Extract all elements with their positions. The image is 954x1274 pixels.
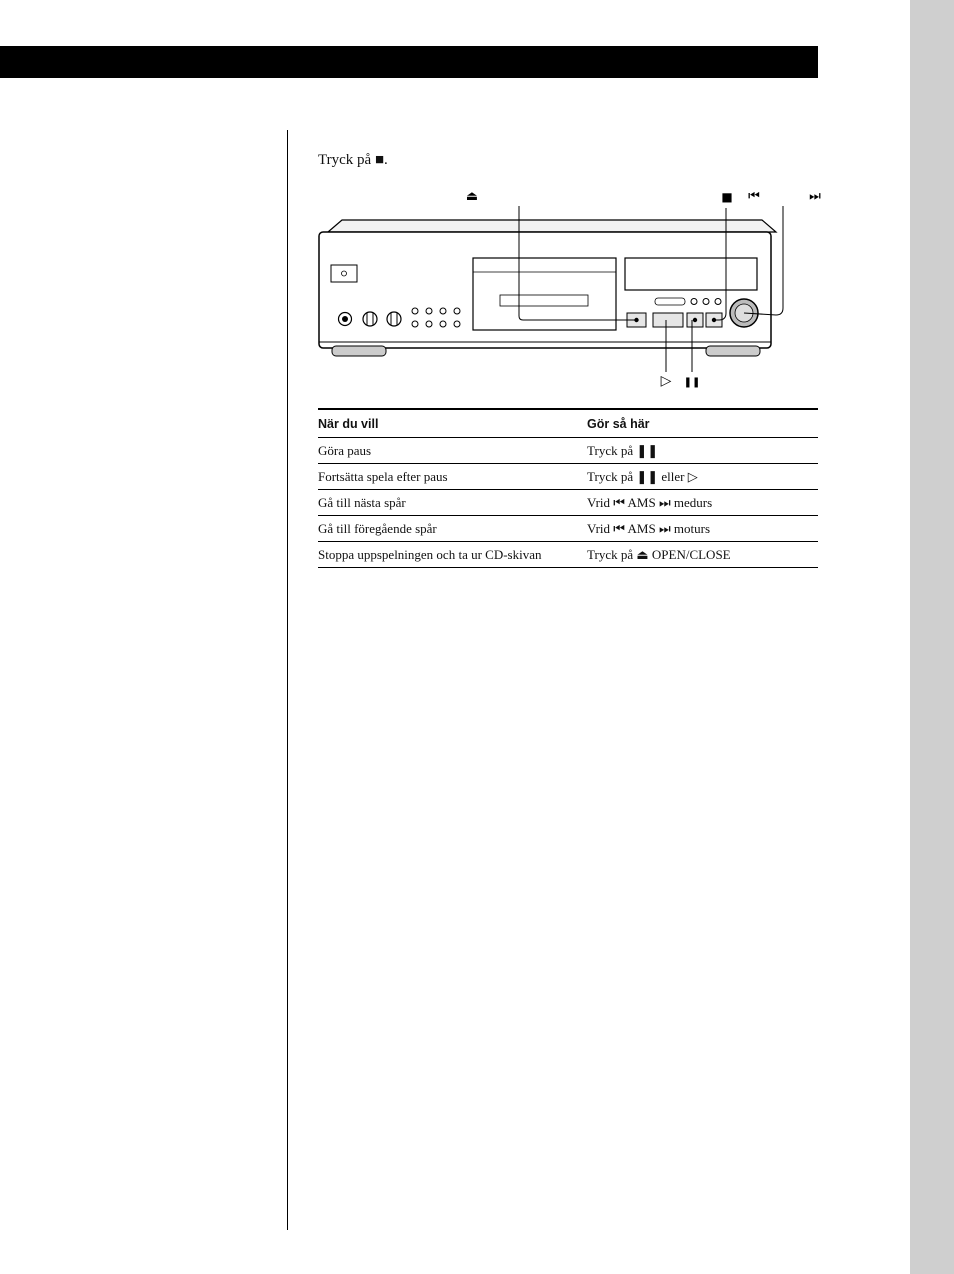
table-row: [318, 490, 818, 516]
header-bar: [0, 46, 818, 78]
play-label-icon: ▷: [660, 373, 672, 389]
column-divider: [287, 130, 288, 1230]
cd-player-diagram: [314, 182, 834, 392]
table-cell: Fortsätta spela efter paus: [318, 464, 587, 490]
table-cell: Göra paus: [318, 438, 587, 464]
pause-label-icon: ❚❚: [683, 377, 701, 388]
table-header-row: [318, 409, 818, 438]
stop-label-icon: ■: [721, 190, 733, 204]
table-cell: Gå till föregående spår: [318, 516, 587, 542]
table-cell: Tryck på ❚❚: [587, 438, 818, 464]
next-label-icon: ⏭: [809, 189, 821, 204]
side-tab: [910, 0, 954, 1274]
table-row: [318, 516, 818, 542]
table-cell: Vrid ⏮ AMS ⏭ medurs: [587, 490, 818, 516]
operations-table: [318, 408, 818, 568]
table-cell: Vrid ⏮ AMS ⏭ moturs: [587, 516, 818, 542]
table-cell: Stoppa uppspelningen och ta ur CD-skivan: [318, 542, 587, 568]
table-cell: Tryck på ❚❚ eller ▷: [587, 464, 818, 490]
column-header: När du vill: [318, 409, 587, 438]
table-row: [318, 438, 818, 464]
prev-label-icon: ⏮: [748, 189, 760, 204]
table-row: [318, 542, 818, 568]
table-row: [318, 464, 818, 490]
table-cell: Tryck på ⏏ OPEN/CLOSE: [587, 542, 818, 568]
instruction-text: Tryck på ■.: [318, 152, 388, 168]
column-header: Gör så här: [587, 409, 818, 438]
eject-label-icon: ⏏: [465, 189, 479, 204]
table-cell: Gå till nästa spår: [318, 490, 587, 516]
